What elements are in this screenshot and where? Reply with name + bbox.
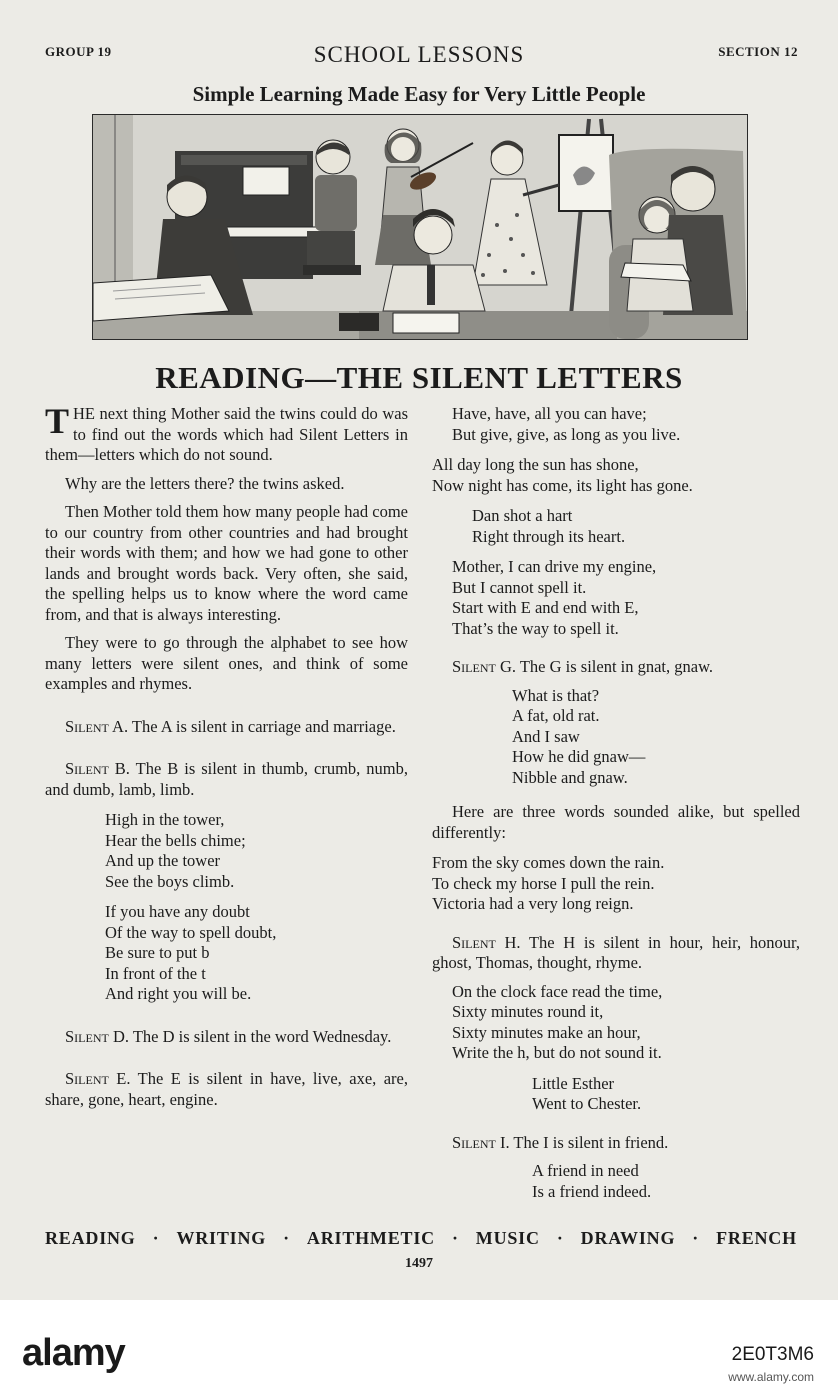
- watermark-url: www.alamy.com: [728, 1370, 814, 1384]
- poem-line: Nibble and gnaw.: [512, 767, 628, 787]
- poem-line: Little Esther: [532, 1073, 615, 1093]
- silent-g-entry: [432, 657, 800, 678]
- poem-line: Victoria had a very long reign.: [432, 894, 634, 913]
- poem-line: Went to Chester.: [532, 1094, 642, 1113]
- paragraph-4: They were to go through the alphabet to see how many letters were silent ones, and think of some examples and rhymes.: [45, 633, 408, 693]
- poem-line: From the sky comes down the rain.: [432, 853, 665, 872]
- poem-line: Sixty minutes make an hour,: [452, 1022, 641, 1042]
- image-id: 2E0T3M6: [731, 1344, 814, 1365]
- poem-line: Now night has come, its light has gone.: [432, 475, 693, 495]
- poem-clock: [432, 982, 800, 1064]
- poem-line: Have, have, all you can have;: [452, 404, 647, 423]
- subject-reading: READING: [45, 1228, 136, 1248]
- poem-line: And right you will be.: [105, 984, 252, 1003]
- poem-line: Of the way to spell doubt,: [105, 922, 277, 942]
- homophones-intro: Here are three words sounded alike, but spelled differently:: [432, 802, 800, 842]
- poem-line: To check my horse I pull the rein.: [432, 873, 655, 893]
- page-number: 1497: [405, 1256, 433, 1271]
- silent-e-entry: [45, 1069, 408, 1110]
- intro-text: HE next thing Mother said the twins could do was to find out the words which had Silent Letters in them—letters which do not sound.: [45, 404, 408, 464]
- poem-friend: [432, 1161, 800, 1202]
- poem-engine: [432, 557, 800, 639]
- poem-line: Be sure to put b: [105, 943, 210, 962]
- poem-line: But I cannot spell it.: [452, 577, 587, 597]
- poem-sun: [432, 455, 800, 496]
- children-activities-illustration: [92, 114, 748, 340]
- page-subtitle: Simple Learning Made Easy for Very Little People: [192, 82, 646, 106]
- poem-line: Start with E and end with E,: [452, 598, 639, 617]
- poem-line: Hear the bells chime;: [105, 830, 246, 850]
- paragraph-2: Why are the letters there? the twins asked.: [65, 473, 345, 493]
- poem-line: Right through its heart.: [472, 526, 626, 546]
- silent-g-label: Silent G.: [452, 657, 516, 676]
- left-column: [45, 401, 408, 1110]
- separator-dot: ·: [152, 1228, 160, 1248]
- poem-line: A fat, old rat.: [512, 706, 600, 725]
- poem-line: How he did gnaw—: [512, 747, 646, 766]
- article-title: READING—THE SILENT LETTERS: [155, 360, 683, 395]
- subject-music: MUSIC: [475, 1228, 540, 1248]
- poem-hart: [432, 506, 800, 547]
- silent-h-text: The H is silent in hour, heir, honour, ghost, Thomas, thought, rhyme.: [432, 932, 800, 972]
- poem-line: In front of the t: [105, 963, 206, 983]
- subject-arithmetic: ARITHMETIC: [306, 1228, 435, 1248]
- illustration-drawing: [93, 115, 747, 339]
- poem-line: If you have any doubt: [105, 902, 250, 921]
- silent-b-entry: [45, 759, 408, 800]
- silent-d-text: The D is silent in the word Wednesday.: [132, 1026, 392, 1046]
- subject-french: FRENCH: [716, 1228, 797, 1248]
- poem-tower: [45, 810, 408, 892]
- poem-rain: [432, 853, 800, 915]
- silent-i-entry: [432, 1133, 800, 1154]
- silent-a-entry: [45, 717, 408, 738]
- silent-h-label: Silent H.: [452, 932, 521, 952]
- poem-doubt: [45, 902, 408, 1005]
- poem-line: Write the h, but do not sound it.: [452, 1043, 662, 1062]
- poem-line: And up the tower: [105, 851, 221, 870]
- silent-i-text: The I is silent in friend.: [513, 1132, 669, 1152]
- poem-line: All day long the sun has shone,: [432, 455, 639, 474]
- poem-line: High in the tower,: [105, 810, 225, 829]
- separator-dot: ·: [451, 1228, 459, 1248]
- subject-writing: WRITING: [176, 1228, 267, 1248]
- poem-line: Dan shot a hart: [472, 506, 573, 525]
- section-label: SECTION 12: [718, 44, 798, 59]
- poem-gnaw: [432, 686, 800, 789]
- poem-line: Mother, I can drive my engine,: [452, 557, 657, 576]
- poem-line: On the clock face read the time,: [452, 981, 663, 1001]
- separator-dot: ·: [692, 1228, 700, 1248]
- right-column: [432, 404, 800, 1202]
- poem-line: Sixty minutes round it,: [452, 1002, 604, 1021]
- poem-have: [432, 404, 800, 445]
- intro-paragraph: [45, 401, 408, 466]
- poem-esther: [432, 1074, 800, 1115]
- running-title: SCHOOL LESSONS: [313, 42, 525, 67]
- silent-e-text: The E is silent in have, live, axe, are, share, gone, heart, engine.: [45, 1069, 408, 1109]
- silent-e-label: Silent E.: [65, 1069, 131, 1088]
- silent-a-text: The A is silent in carriage and marriage.: [131, 716, 396, 736]
- silent-b-label: Silent B.: [65, 759, 130, 778]
- silent-g-text: The G is silent in gnat, gnaw.: [519, 657, 714, 676]
- stock-watermark-bar: [0, 1308, 838, 1390]
- separator-dot: ·: [283, 1228, 290, 1248]
- separator-dot: ·: [556, 1228, 564, 1248]
- silent-i-label: Silent I.: [452, 1132, 510, 1152]
- poem-line: A friend in need: [532, 1161, 639, 1180]
- subjects-footer: [45, 1228, 797, 1249]
- silent-b-text: The B is silent in thumb, crumb, numb, and dumb, lamb, limb.: [45, 759, 408, 799]
- drop-cap: T: [45, 401, 70, 441]
- poem-line: But give, give, as long as you live.: [452, 424, 681, 444]
- poem-line: That’s the way to spell it.: [452, 618, 619, 638]
- paragraph-3: Then Mother told them how many people had come to our country from other countries and had brought their words with them; and how we had gone to other lands and brought words back. Very often, she said, the spelling helps us to know where the word came from, and that is always interesting.: [45, 502, 408, 624]
- poem-line: See the boys climb.: [105, 871, 235, 891]
- subject-drawing: DRAWING: [580, 1228, 676, 1248]
- silent-a-label: Silent A.: [65, 716, 129, 736]
- group-label: GROUP 19: [45, 44, 112, 59]
- poem-line: Is a friend indeed.: [532, 1181, 652, 1201]
- silent-d-label: Silent D.: [65, 1026, 129, 1046]
- poem-line: What is that?: [512, 685, 600, 705]
- alamy-logo: alamy: [22, 1332, 125, 1374]
- silent-d-entry: [45, 1027, 408, 1048]
- poem-line: And I saw: [512, 726, 580, 746]
- silent-h-entry: [432, 933, 800, 974]
